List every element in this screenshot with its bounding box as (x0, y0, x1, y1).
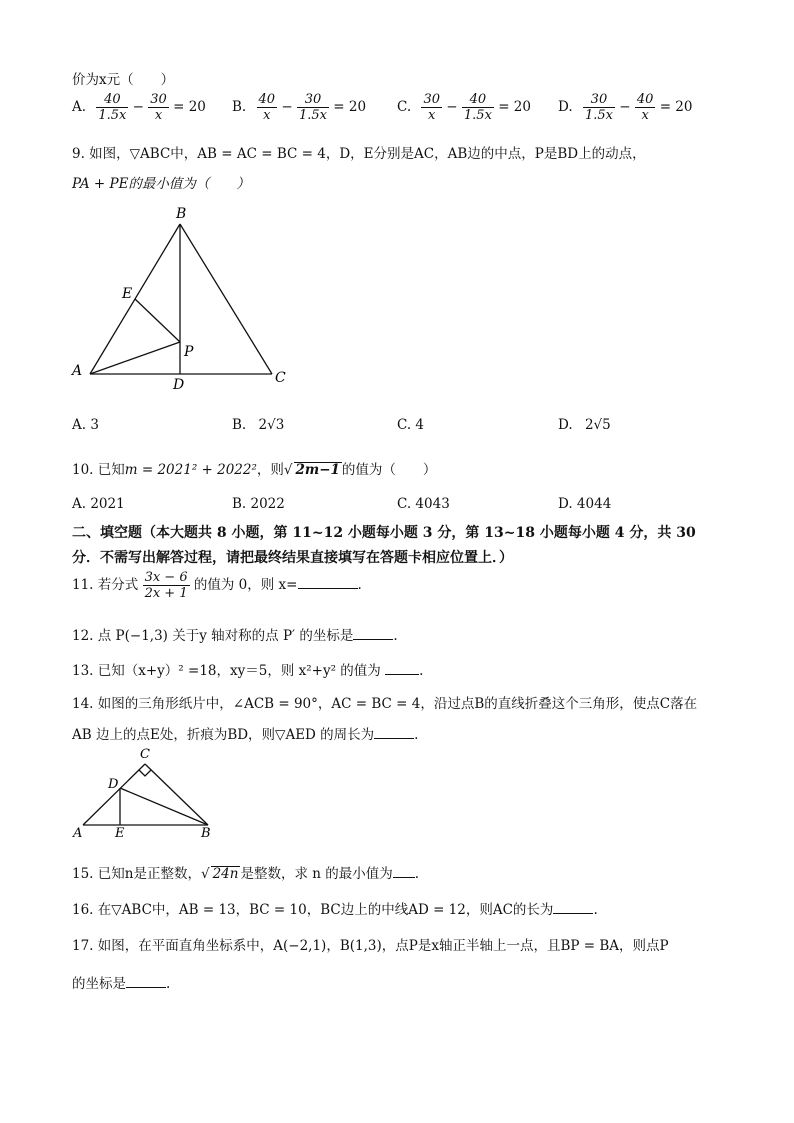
q15-answer-blank[interactable] (393, 865, 415, 878)
q9-label-b: B (176, 206, 187, 222)
q14-label-a: A (73, 826, 83, 840)
q15: 15. 已知n是正整数，√ 24n 是整数，求 n 的最小值为 . (72, 866, 420, 882)
q9-option-b-expr: 2√3 (258, 417, 285, 433)
q9-label-a: A (72, 363, 83, 379)
q10-stem: 10. 已知m = 2021² + 2022²，则√ 2m−1 的值为（ ） (72, 462, 437, 478)
section2-line2: 分．不需写出解答过程，请把最终结果直接填写在答题卡相应位置上．） (72, 550, 513, 566)
q9-option-b[interactable]: B. 2√3 (232, 417, 285, 433)
q16-answer-blank[interactable] (553, 901, 593, 914)
q10-option-b[interactable]: B. 2022 (232, 496, 285, 512)
q9-label-e: E (122, 286, 133, 302)
q14-figure (68, 744, 228, 840)
q9-line2: PA + PE的最小值为（ ） (72, 176, 250, 192)
q14-answer-blank[interactable] (374, 726, 414, 739)
q16: 16. 在▽ABC中，AB = 13，BC = 10，BC边上的中线AD = 12，则AC的长为 . (72, 902, 598, 918)
q17-answer-blank[interactable] (126, 975, 166, 988)
q10-option-a[interactable]: A. 2021 (72, 496, 125, 512)
q14-label-e: E (115, 826, 125, 840)
q9-option-d[interactable]: D. 2√5 (558, 417, 611, 433)
q8-option-a[interactable]: A. $\frac{40}{1.5x}$ − $\frac{30}{x}$ = 20 (72, 92, 206, 123)
q13-answer-blank[interactable] (385, 662, 419, 675)
q8-stem: 价为x元（ ） (72, 72, 175, 88)
q9-option-a[interactable]: A. 3 (72, 417, 99, 433)
q8-option-d[interactable]: D. $\frac{30}{1.5x}$ − $\frac{40}{x}$ = 20 (558, 92, 693, 123)
q17-line1: 17. 如图，在平面直角坐标系中，A(−2,1)，B(1,3)，点P是x轴正半轴上一点，且BP = BA，则点P (72, 938, 669, 954)
q8-option-b[interactable]: B. $\frac{40}{x}$ − $\frac{30}{1.5x}$ = 20 (232, 92, 367, 123)
q9-line1: 9. 如图，▽ABC中，AB = AC = BC = 4，D，E分别是AC，AB边的中点，P是BD上的动点， (72, 146, 646, 162)
q17-line2: 的坐标是 . (72, 976, 171, 992)
q12-answer-blank[interactable] (353, 627, 393, 640)
q9-label-d: D (173, 377, 185, 393)
section2-line1: 二、填空题（本大题共 8 小题，第 11~12 小题每小题 3 分，第 13~18 小题每小题 4 分，共 30 (72, 525, 696, 541)
q10-option-d[interactable]: D. 4044 (558, 496, 612, 512)
q11-answer-blank[interactable] (298, 576, 358, 589)
q14-line2: AB 边上的点E处，折痕为BD，则▽AED 的周长为 . (72, 727, 419, 743)
q9-option-c[interactable]: C. 4 (397, 417, 425, 433)
q14-label-b: B (201, 826, 211, 840)
q14-label-d: D (108, 777, 119, 792)
q9-label-p: P (184, 344, 194, 360)
q9-label-c: C (275, 370, 286, 386)
q14-label-c: C (140, 747, 150, 762)
q14-line1: 14. 如图的三角形纸片中，∠ACB = 90°，AC = BC = 4，沿过点B的直线折叠这个三角形，使点C落在 (72, 696, 698, 712)
q12: 12. 点 P(−1,3) 关于y 轴对称的点 P′ 的坐标是 . (72, 628, 398, 644)
q10-option-c[interactable]: C. 4043 (397, 496, 450, 512)
q9-option-d-expr: 2√5 (584, 417, 611, 433)
q9-figure (60, 200, 300, 395)
q11: 11. 若分式 $\frac{3x - 6}{2x + 1}$ 的值为 0，则 x= . (72, 570, 362, 601)
q13: 13. 已知（x+y）² =18，xy＝5，则 x²+y² 的值为 . (72, 663, 424, 679)
q8-option-c[interactable]: C. $\frac{30}{x}$ − $\frac{40}{1.5x}$ = 20 (397, 92, 531, 123)
